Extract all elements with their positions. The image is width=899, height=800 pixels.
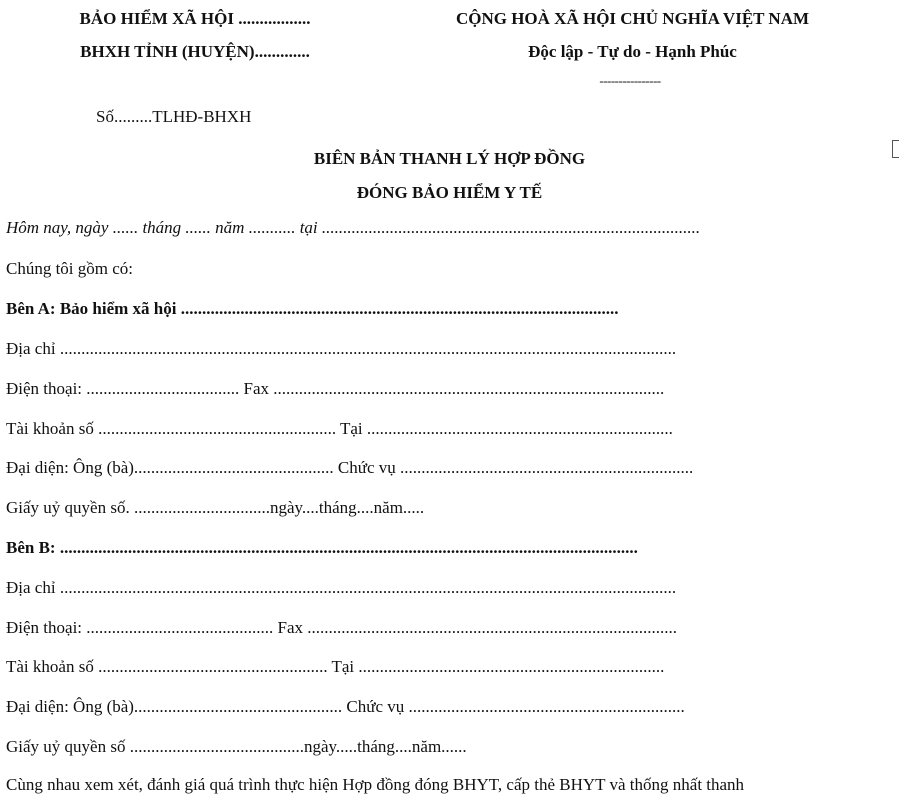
agency-branch: BHXH TỈNH (HUYỆN)............. — [80, 42, 310, 61]
party-b-heading: Bên B: ........................................................................................................................................ — [6, 538, 638, 557]
date-place-line: Hôm nay, ngày ...... tháng ...... năm ........... tại ......................................................................................... — [6, 218, 701, 237]
document-number: Số.........TLHĐ-BHXH — [96, 107, 252, 126]
parties-intro: Chúng tôi gồm có: — [6, 259, 134, 278]
party-b-authorization: Giấy uỷ quyền số .........................................ngày.....tháng....năm...... — [6, 737, 467, 756]
party-b-representative: Đại diện: Ông (bà)................................................. Chức vụ ................................................................. — [6, 697, 685, 716]
party-b-address: Địa chỉ ................................................................................................................................................. — [6, 578, 677, 597]
party-a-heading: Bên A: Bảo hiểm xã hội ....................................................................................................... — [6, 299, 619, 318]
party-a-representative: Đại diện: Ông (bà)............................................... Chức vụ ..................................................................... — [6, 458, 694, 477]
national-motto: Độc lập - Tự do - Hạnh Phúc — [528, 42, 737, 61]
party-a-authorization: Giấy uỷ quyền số. ................................ngày....tháng....năm..... — [6, 498, 425, 517]
party-a-address: Địa chỉ ................................................................................................................................................. — [6, 339, 677, 358]
motto-underline: ---------------- — [599, 73, 661, 88]
party-b-account: Tài khoản số ...................................................... Tại ........................................................................ — [6, 657, 665, 676]
closing-paragraph: Cùng nhau xem xét, đánh giá quá trình thực hiện Hợp đồng đóng BHYT, cấp thẻ BHYT và thống nhất thanh — [6, 775, 745, 794]
document-title-line2: ĐÓNG BẢO HIỂM Y TẾ — [356, 183, 543, 202]
party-a-phone-fax: Điện thoại: .................................... Fax ............................................................................................ — [6, 379, 665, 398]
agency-name: BẢO HIỂM XÃ HỘI ................. — [79, 9, 311, 28]
document-title-line1: BIÊN BẢN THANH LÝ HỢP ĐỒNG — [313, 149, 586, 168]
national-title: CỘNG HOÀ XÃ HỘI CHỦ NGHĨA VIỆT NAM — [455, 9, 810, 28]
party-b-phone-fax: Điện thoại: ............................................ Fax ....................................................................................... — [6, 618, 678, 637]
party-a-account: Tài khoản số ........................................................ Tại ........................................................................ — [6, 419, 673, 438]
